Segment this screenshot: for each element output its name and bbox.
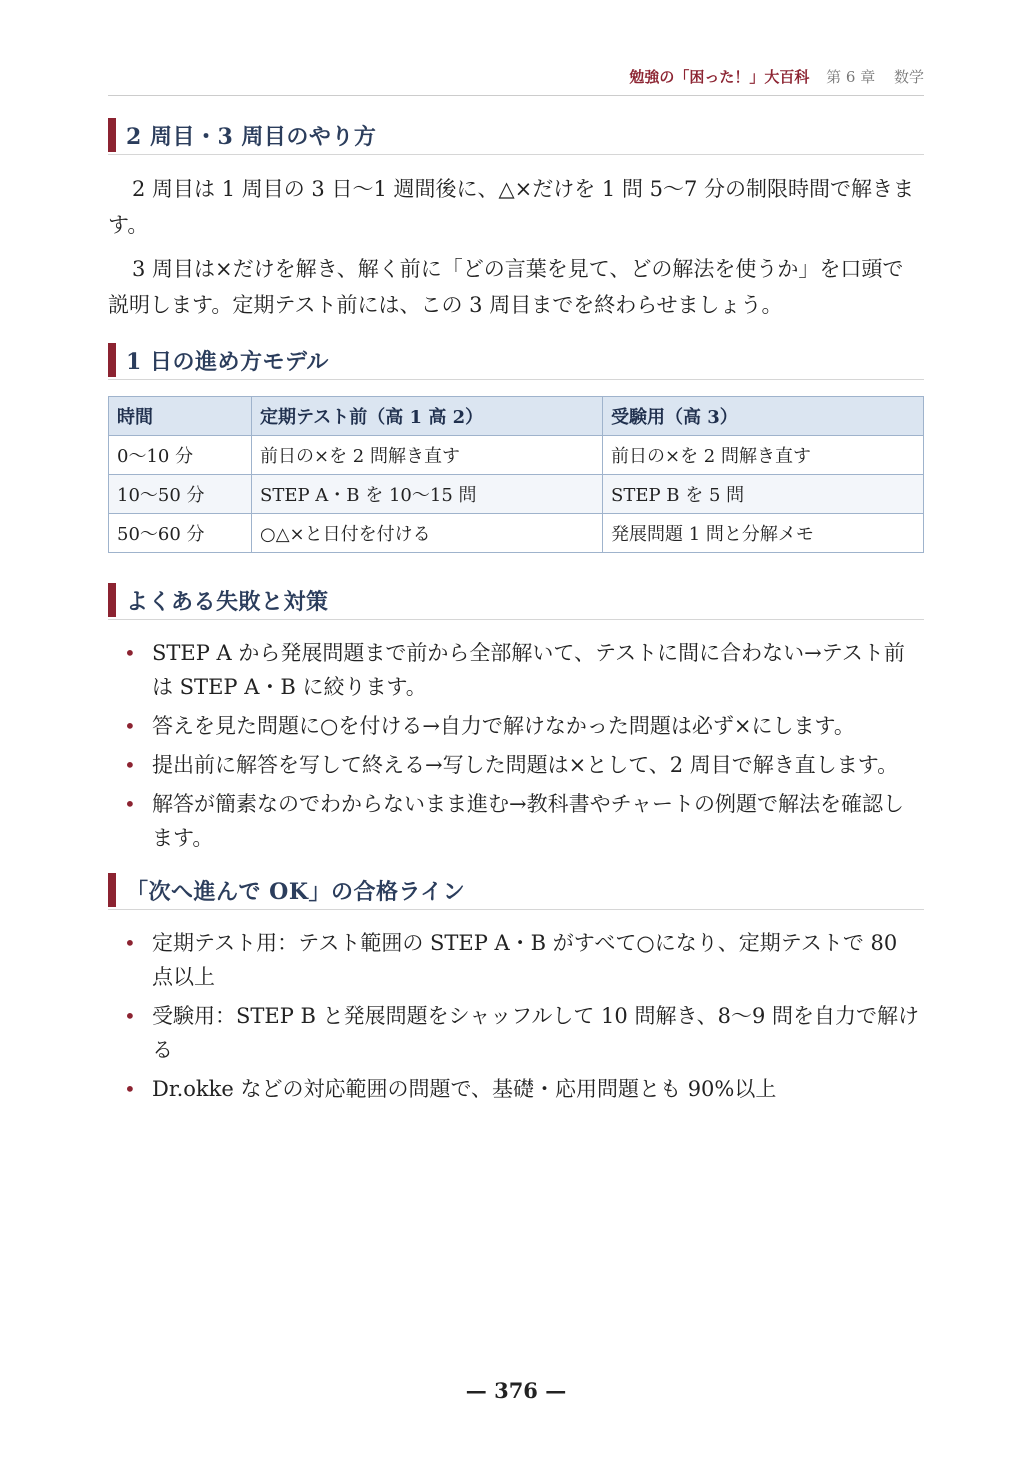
section-heading-daily-model	[108, 343, 924, 380]
list-item	[108, 999, 924, 1067]
subject-label: 数学	[893, 68, 924, 86]
heading-accent-bar	[108, 118, 116, 152]
list-item-text: 解答が簡素なのでわからないまま進む→教科書やチャートの例題で解法を確認します。	[152, 792, 904, 850]
table-cell: 前日の×を 2 問解き直す	[603, 436, 924, 475]
bullet-icon: •	[124, 1077, 136, 1101]
list-item	[108, 1072, 924, 1106]
section-heading-pass-line	[108, 873, 924, 910]
list-item	[108, 709, 924, 743]
table-cell: 0〜10 分	[109, 436, 252, 475]
list-item	[108, 748, 924, 782]
heading-accent-bar	[108, 583, 116, 617]
bullet-icon: •	[124, 753, 136, 777]
section-title: よくある失敗と対策	[126, 588, 329, 615]
table-row	[109, 436, 924, 475]
list-item-text: STEP A から発展問題まで前から全部解いて、テストに間に合わない→テスト前は STEP A・B に絞ります。	[152, 641, 905, 699]
table-cell: STEP A・B を 10〜15 問	[252, 475, 603, 514]
list-item	[108, 926, 924, 994]
table-cell: 発展問題 1 問と分解メモ	[603, 514, 924, 553]
page-number: — 376 —	[465, 1378, 567, 1403]
mistakes-list	[108, 636, 924, 855]
table-cell: STEP B を 5 問	[603, 475, 924, 514]
main-content	[108, 118, 924, 1124]
bullet-icon: •	[124, 792, 136, 816]
table-header-row	[109, 397, 924, 436]
section-heading-common-mistakes	[108, 583, 924, 620]
section-title: 2 周目・3 周目のやり方	[126, 123, 377, 150]
table-row	[109, 514, 924, 553]
chapter-label: 第 6 章	[826, 68, 876, 86]
daily-plan-table	[108, 396, 924, 553]
paragraph: 2 周目は 1 周目の 3 日〜1 週間後に、△×だけを 1 問 5〜7 分の制限時間で解きます。	[108, 177, 915, 237]
running-header	[108, 66, 924, 96]
table-row	[109, 475, 924, 514]
section-heading-second-third-round	[108, 118, 924, 155]
bullet-icon: •	[124, 714, 136, 738]
list-item-text: 受験用：STEP B と発展問題をシャッフルして 10 問解き、8〜9 問を自力で解ける	[152, 1004, 920, 1062]
table-cell: 50〜60 分	[109, 514, 252, 553]
heading-accent-bar	[108, 873, 116, 907]
list-item-text: Dr.okke などの対応範囲の問題で、基礎・応用問題とも 90%以上	[152, 1077, 777, 1101]
table-cell: ○△×と日付を付ける	[252, 514, 603, 553]
bullet-icon: •	[124, 1004, 136, 1028]
table-cell: 前日の×を 2 問解き直す	[252, 436, 603, 475]
table-header-cell: 時間	[109, 397, 252, 436]
table-header-cell: 受験用（高 3）	[603, 397, 924, 436]
list-item	[108, 636, 924, 704]
pass-line-list	[108, 926, 924, 1106]
list-item-text: 提出前に解答を写して終える→写した問題は×として、2 周目で解き直します。	[152, 753, 899, 777]
book-title: 勉強の「困った！」大百科	[629, 68, 810, 86]
table-cell: 10〜50 分	[109, 475, 252, 514]
heading-accent-bar	[108, 343, 116, 377]
table-header-cell: 定期テスト前（高 1 高 2）	[252, 397, 603, 436]
bullet-icon: •	[124, 931, 136, 955]
bullet-icon: •	[124, 641, 136, 665]
section-title: 1 日の進め方モデル	[126, 348, 329, 375]
section-title: 「次へ進んで OK」の合格ライン	[126, 878, 466, 905]
list-item-text: 答えを見た問題に○を付ける→自力で解けなかった問題は必ず×にします。	[152, 714, 855, 738]
paragraph: 3 周目は×だけを解き、解く前に「どの言葉を見て、どの解法を使うか」を口頭で説明します。定期テスト前には、この 3 周目までを終わらせましょう。	[108, 257, 904, 317]
list-item-text: 定期テスト用：テスト範囲の STEP A・B がすべて○になり、定期テストで 80 点以上	[152, 931, 898, 989]
list-item	[108, 787, 924, 855]
